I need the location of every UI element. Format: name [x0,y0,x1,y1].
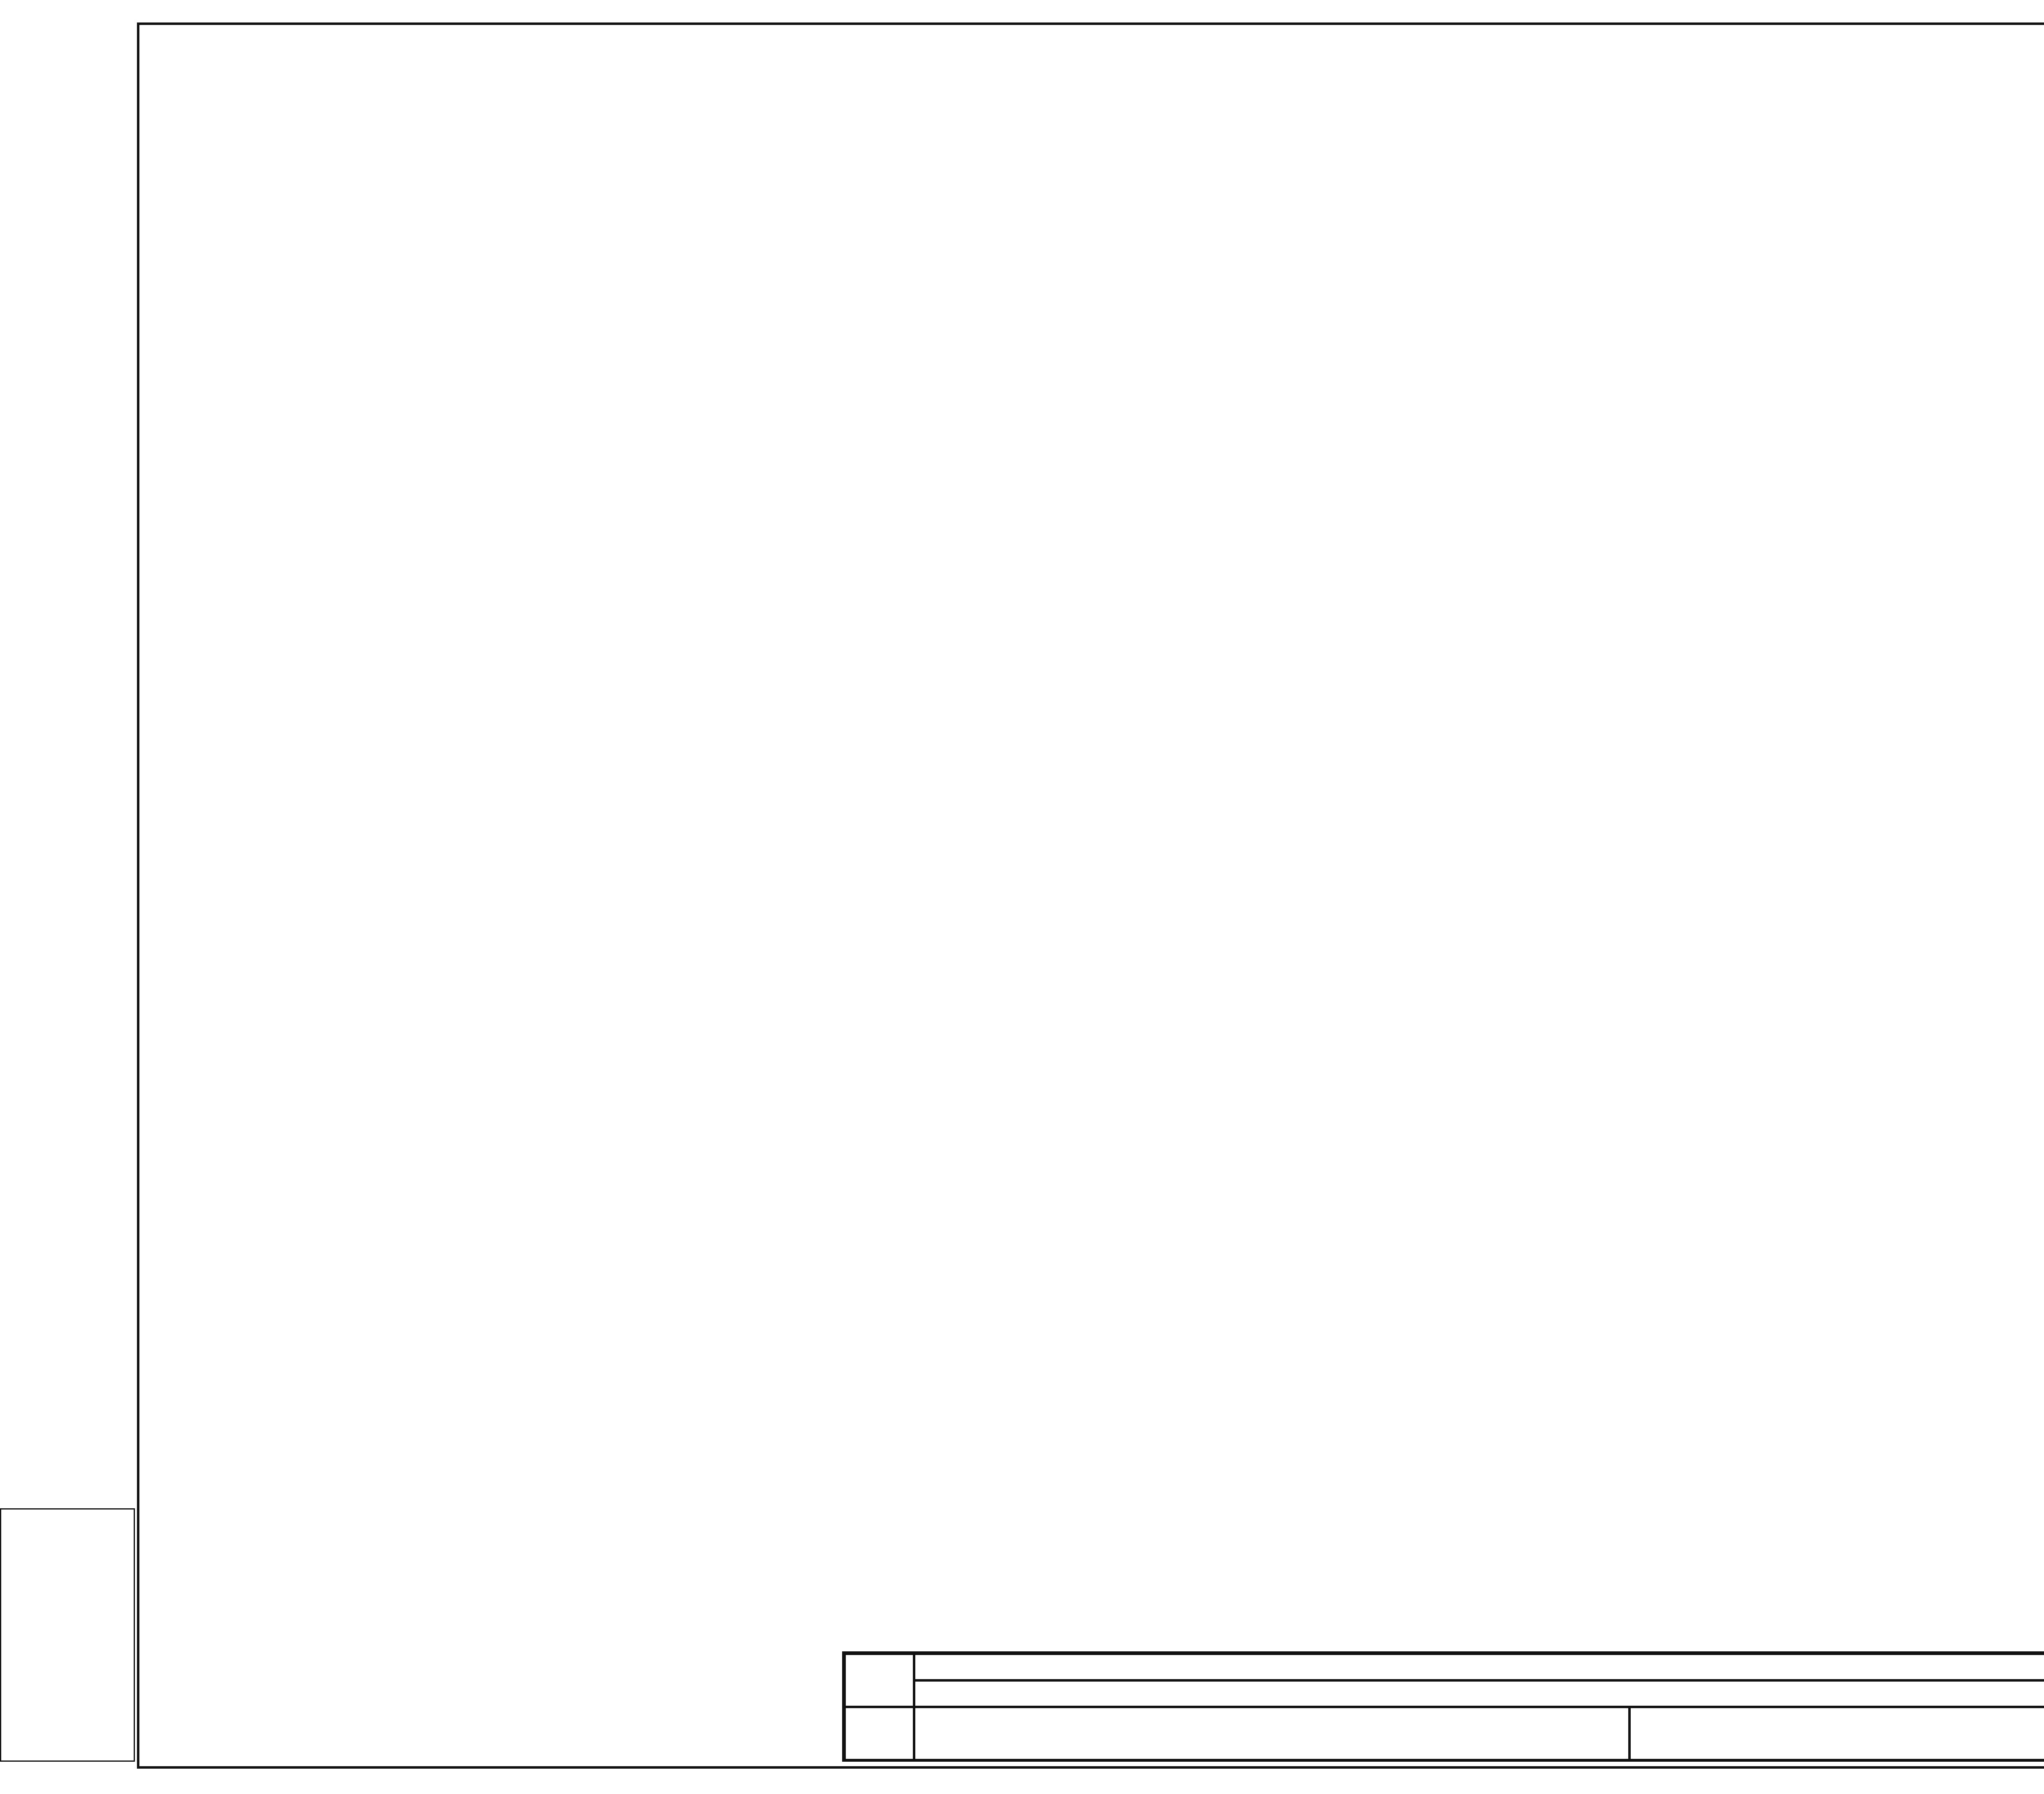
table-group-header [139,25,2044,127]
sheet-title [914,1707,1629,1760]
sheet-frame [137,22,2044,1769]
doc-subtitle [914,1680,2044,1707]
sheet-description [1629,1707,2044,1760]
doc-year [845,1707,914,1760]
doc-code [845,1654,914,1707]
organization-block [0,1508,135,1762]
doc-title [914,1654,2044,1680]
title-block [842,1651,2044,1762]
